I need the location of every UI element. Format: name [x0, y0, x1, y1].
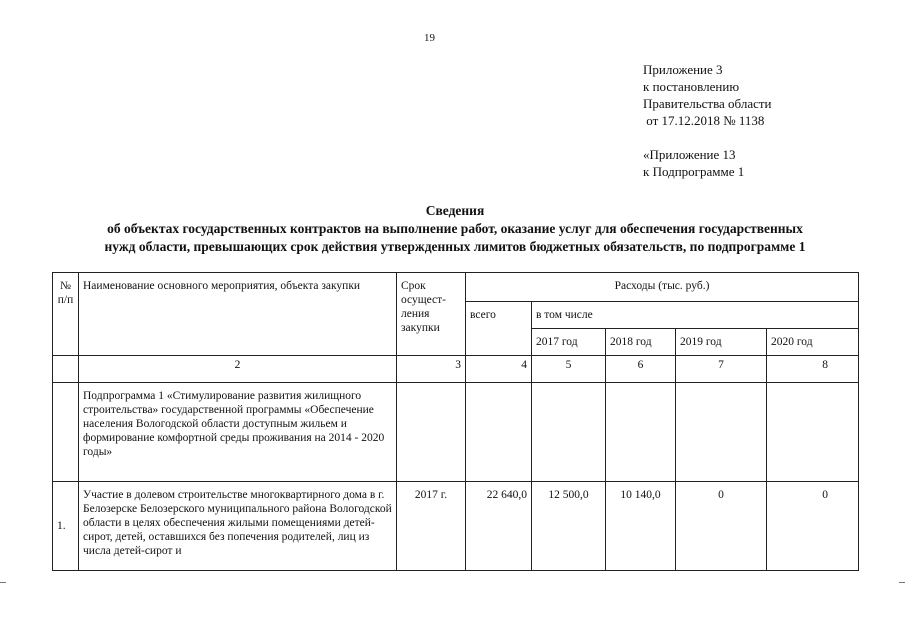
appendix-block [643, 61, 772, 180]
item-num: 1. [53, 482, 79, 571]
column-number: 5 [532, 356, 606, 383]
item-total: 22 640,0 [466, 482, 532, 571]
document-title [30, 202, 880, 256]
header-year: 2017 год [532, 329, 606, 356]
column-number: 7 [676, 356, 767, 383]
empty-cell [466, 383, 532, 482]
appendix-quote-line: «Приложение 13 [643, 147, 736, 162]
appendix-line: от 17.12.2018 № 1138 [643, 113, 765, 128]
column-number: 2 [79, 356, 397, 383]
empty-cell [532, 383, 606, 482]
header-total: всего [466, 302, 532, 356]
item-name: Участие в долевом строительстве многоквартирного дома в г. Белозерске Белозерского муниципального района Вологодской области в целях обеспечения жилыми помещениями детей-сирот, детей, оставшихся без попечения родителей, лиц из числа детей-сирот и [79, 482, 397, 571]
page-number: 19 [424, 32, 435, 44]
subprogram-text: Подпрограмма 1 «Стимулирование развития жилищного строительства» государственной программы «Обеспечение населения Вологодской области доступным жильем и формирование комфортной среды проживания на 2014 - 2020 годы» [79, 383, 397, 482]
appendix-line: Правительства области [643, 96, 772, 111]
empty-cell [767, 383, 859, 482]
column-number-empty [53, 356, 79, 383]
appendix-line: Приложение 3 [643, 62, 723, 77]
header-name: Наименование основного мероприятия, объекта закупки [79, 273, 397, 356]
appendix-quote-line: к Подпрограмме 1 [643, 164, 745, 179]
subprogram-num [53, 383, 79, 482]
item-2020: 0 [767, 482, 859, 571]
empty-cell [676, 383, 767, 482]
appendix-line: к постановлению [643, 79, 740, 94]
title-main: Сведения [425, 203, 485, 218]
title-line: об объектах государственных контрактов на выполнение работ, оказание услуг для обеспечения государственных [107, 221, 803, 236]
subprogram-row [53, 383, 859, 482]
column-number: 8 [767, 356, 859, 383]
empty-cell [606, 383, 676, 482]
header-including: в том числе [532, 302, 859, 329]
header-term: Срок осущест-ления закупки [397, 273, 466, 356]
title-line: нужд области, превышающих срок действия утвержденных лимитов бюджетных обязательств, по подпрограмме 1 [104, 239, 806, 254]
header-expenses: Расходы (тыс. руб.) [466, 273, 859, 302]
item-2017: 12 500,0 [532, 482, 606, 571]
header-year: 2018 год [606, 329, 676, 356]
scan-edge-mark [899, 582, 905, 583]
column-number: 3 [397, 356, 466, 383]
header-year: 2020 год [767, 329, 859, 356]
column-numbers-row [53, 356, 859, 383]
header-num: № п/п [53, 273, 79, 356]
column-number: 6 [606, 356, 676, 383]
contracts-table [52, 272, 859, 571]
header-year: 2019 год [676, 329, 767, 356]
table-row [53, 482, 859, 571]
item-term: 2017 г. [397, 482, 466, 571]
scan-edge-mark [0, 582, 6, 583]
empty-cell [397, 383, 466, 482]
item-2018: 10 140,0 [606, 482, 676, 571]
column-number: 4 [466, 356, 532, 383]
item-2019: 0 [676, 482, 767, 571]
